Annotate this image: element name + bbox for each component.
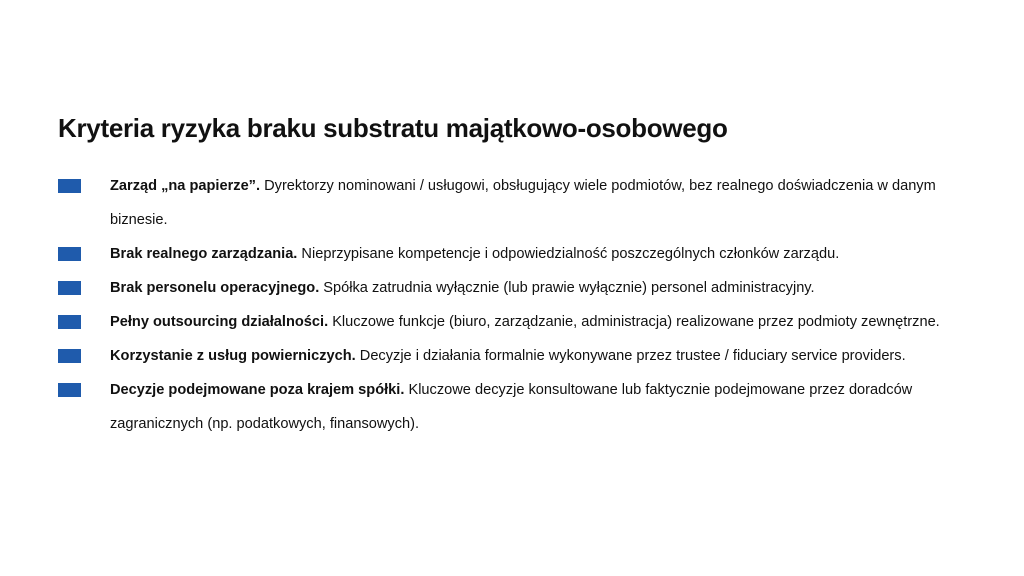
square-bullet-icon	[58, 315, 81, 329]
item-text: Kluczowe decyzje konsultowane lub faktycznie podejmowane przez doradców zagranicznych (np. podatkowych, finansowych).	[110, 382, 913, 432]
list-item	[58, 271, 950, 305]
square-bullet-icon	[58, 247, 81, 261]
square-bullet-icon	[58, 179, 81, 193]
item-text: Kluczowe funkcje (biuro, zarządzanie, administracja) realizowane przez podmioty zewnętrzne.	[328, 314, 940, 330]
criteria-list	[58, 169, 958, 441]
item-lead: Brak personelu operacyjnego.	[110, 280, 320, 296]
item-text: Nieprzypisane kompetencje i odpowiedzialność poszczególnych członków zarządu.	[297, 246, 840, 262]
item-lead: Pełny outsourcing działalności.	[110, 314, 329, 330]
square-bullet-icon	[58, 349, 81, 363]
item-lead: Decyzje podejmowane poza krajem spółki.	[110, 382, 405, 398]
item-text: Dyrektorzy nominowani / usługowi, obsługujący wiele podmiotów, bez realnego doświadczenia w danym biznesie.	[110, 178, 936, 228]
list-item	[58, 305, 950, 339]
square-bullet-icon	[58, 383, 81, 397]
square-bullet-icon	[58, 281, 81, 295]
list-item	[58, 373, 950, 441]
item-lead: Brak realnego zarządzania.	[110, 246, 298, 262]
item-text: Decyzje i działania formalnie wykonywane przez trustee / fiduciary service providers.	[355, 348, 906, 364]
item-lead: Korzystanie z usług powierniczych.	[110, 348, 356, 364]
slide-title: Kryteria ryzyka braku substratu majątkowo-osobowego	[58, 113, 728, 143]
list-item	[58, 237, 950, 271]
list-item	[58, 169, 950, 237]
list-item	[58, 339, 950, 373]
item-text: Spółka zatrudnia wyłącznie (lub prawie wyłącznie) personel administracyjny.	[319, 280, 815, 296]
item-lead: Zarząd „na papierze”.	[110, 178, 261, 194]
